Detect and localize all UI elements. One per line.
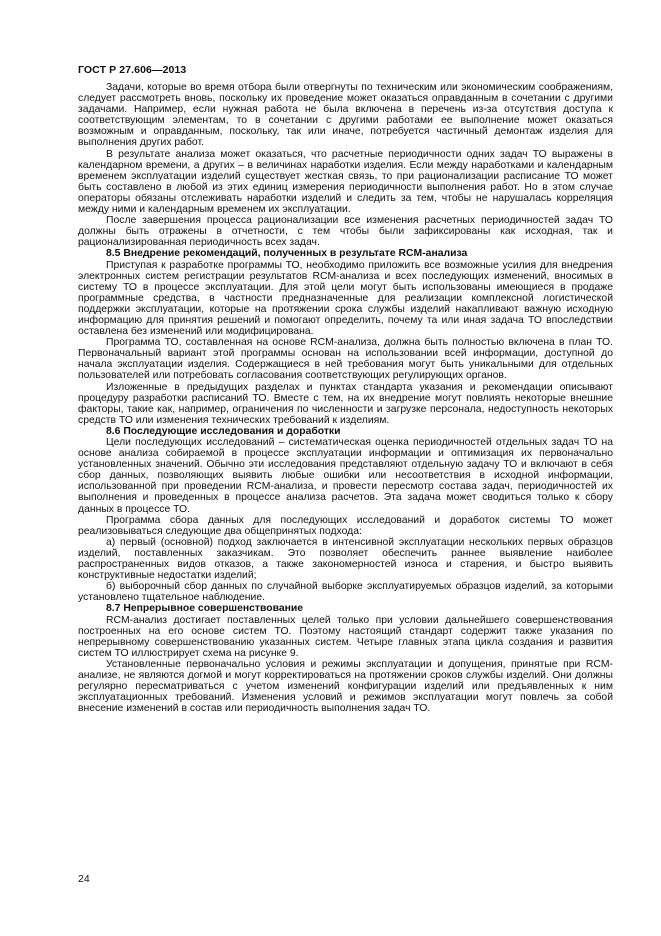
paragraph: а) первый (основной) подход заключается в интенсивной эксплуатации нескольких первых образцов изделий, поставленных заказчикам. Это позволяет обеспечить раннее выявление наиболее распространенных видов отказов, а также закономерностей износа и старения, и быстро выявить конструктивные недостатки изделий; (78, 536, 613, 582)
paragraph: Изложенные в предыдущих разделах и пунктах стандарта указания и рекомендации описывают процедуру разработки расписаний ТО. Вместе с тем, на их внедрение могут повлиять некоторые внешние факторы, такие как, например, ограничения по численности и загрузке персонала, недоступность некоторых средств ТО или изменения технических требований к изделиям. (78, 381, 613, 426)
section-heading: 8.5 Внедрение рекомендаций, полученных в результате RCM-анализа (106, 248, 468, 260)
paragraph: RCM-анализ достигает поставленных целей только при условии дальнейшего совершенствования построенных на его основе систем ТО. Поэтому настоящий стандарт содержит также указания по непрерывному совершенствованию указанных систем. Четыре главных этапа цикла создания и развития систем ТО иллюстрирует схема на рисунке 9. (78, 614, 613, 659)
paragraph: После завершения процесса рационализации все изменения расчетных периодичностей задач ТО должны быть отражены в отчетности, с тем чтобы были зафиксированы как исходная, так и рационализированная периодичность всех задач. (78, 215, 613, 249)
document-header: ГОСТ Р 27.606—2013 (78, 64, 187, 76)
document-body (78, 82, 613, 714)
section-heading: 8.6 Последующие исследования и доработки (106, 425, 341, 437)
paragraph: В результате анализа может оказаться, что расчетные периодичности одних задач ТО выражены в календарном времени, а других – в величинах наработки изделия. Если между наработками и календарным временем эксплуатации изделий существует жесткая связь, то при рационализации расписание ТО может быть составлено в любой из этих единиц измерения периодичности выполнения работ. Но в этом случае операторы обязаны отслеживать наработки изделий и следить за тем, чтобы не нарушалась корреляция между ними и календарным временем их эксплуатации. (78, 148, 613, 216)
paragraph: Цели последующих исследований – систематическая оценка периодичностей отдельных задач ТО на основе анализа собираемой в процессе эксплуатации информации и оптимизация их первоначально установленных значений. Обычно эти исследования представляют отдельную задачу ТО и включают в себя сбор данных, позволяющих выявить любые ошибки или несоответствия в исходной информации, использованной при проведении RCM-анализа, и провести пересмотр состава задач, периодичностей их выполнения и проведенных в процессе анализа расчетов. Эта задача может сводиться только к сбору данных в процессе ТО. (78, 437, 613, 515)
paragraph: Приступая к разработке программы ТО, необходимо приложить все возможные усилия для внедрения электронных систем регистрации результатов RCM-анализа и всех последующих изменений, вносимых в систему ТО в процессе эксплуатации. Для этой цели могут быть использованы имеющиеся в продаже программные средства, в частности предназначенные для реализации комплексной логистической поддержки эксплуатации, которые на протяжении срока службы изделий накапливают важную исходную информацию для принятия решений и помогают определить, почему та или иная задача ТО впоследствии оставлена без изменений или модифицирована. (78, 259, 613, 338)
section-heading: 8.7 Непрерывное совершенствование (106, 603, 304, 615)
paragraph: Задачи, которые во время отбора были отвергнуты по техническим или экономическим соображениям, следует рассмотреть вновь, поскольку их проведение может оказаться оправданным в сочетании с другими задачами. Например, если нужная работа не была включена в перечень из-за отсутствия доступа к соответствующим элементам, то в сочетании с другими работами ее выполнение может оказаться возможным и оправданным, поскольку, так или иначе, потребуется частичный демонтаж изделия для выполнения других работ. (78, 82, 613, 149)
paragraph: Установленные первоначально условия и режимы эксплуатации и допущения, принятые при RCM-анализе, не являются догмой и могут корректироваться на протяжении сроков службы изделий. Они должны регулярно пересматриваться с учетом изменений конфигурации изделий или предъявленных к ним эксплуатационных требований. Изменения условий и режимов эксплуатации могут повлечь за собой внесение изменений в состав или периодичность выполнения задач ТО. (78, 658, 613, 715)
paragraph: Программа сбора данных для последующих исследований и доработок системы ТО может реализовываться следующие два общепринятых подхода: (78, 514, 613, 537)
paragraph: б) выборочный сбор данных по случайной выборке эксплуатируемых образцов изделий, за которыми установлено тщательное наблюдение. (78, 581, 613, 604)
paragraph: Программа ТО, составленная на основе RCM-анализа, должна быть полностью включена в план ТО. Первоначальный вариант этой программы основан на использовании всей информации, доступной до начала эксплуатации изделия. Содержащиеся в ней требования могут быть уникальными для отдельных пользователей или потребовать согласования соответствующих регулирующих органов. (78, 337, 613, 382)
page-number: 24 (78, 873, 90, 885)
